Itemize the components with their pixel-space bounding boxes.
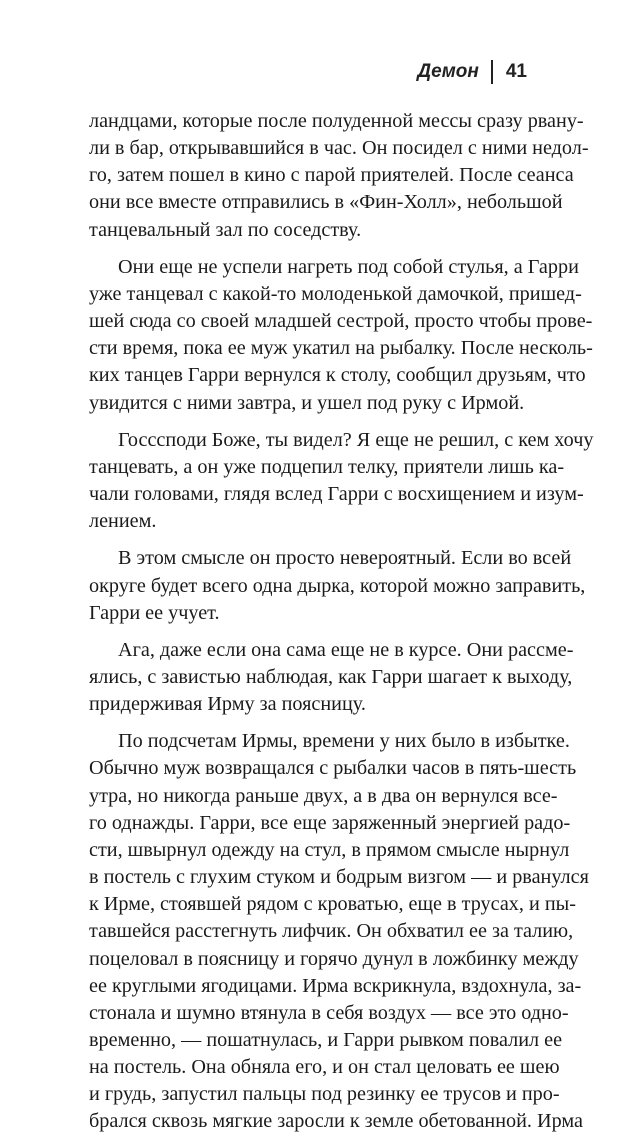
running-header <box>417 60 527 84</box>
text-line: округе будет всего одна дырка, которой можно заправить, <box>89 574 586 597</box>
paragraph <box>89 728 589 1135</box>
text-line: го однажды. Гарри, все еще заряженный энергией радо- <box>89 811 571 834</box>
text-line: танцевать, а он уже подцепил телку, приятели лишь ка- <box>89 455 565 478</box>
text-line: увидится с ними завтра, и ушел под руку с Ирмой. <box>89 391 525 414</box>
text-line: поцеловал в поясницу и горячо дунул в ложбинку между <box>89 947 579 970</box>
text-line: к Ирме, стоявшей рядом с кроватью, еще в трусах, и пы- <box>89 893 576 916</box>
text-line: брался сквозь мягкие заросли к земле обетованной. Ирма <box>89 1110 583 1133</box>
text-line: сти, швырнул одежду на стул, в прямом смысле нырнул <box>89 838 570 861</box>
text-line: го, затем пошел в кино с парой приятелей. После сеанса <box>89 164 574 187</box>
text-line: Госссподи Боже, ты видел? Я еще не решил, с кем хочу <box>118 428 594 451</box>
page-number: 41 <box>505 61 527 82</box>
text-line: Они еще не успели нагреть под собой стулья, а Гарри <box>118 255 579 278</box>
text-line: ее круглыми ягодицами. Ирма вскрикнула, вздохнула, за- <box>89 974 582 997</box>
text-line: утра, но никогда раньше двух, а в два он вернулся все- <box>89 784 558 807</box>
text-line: они все вместе отправились в «Фин-Холл», небольшой <box>89 191 563 214</box>
header-separator <box>491 60 493 84</box>
text-line: и грудь, запустил пальцы под резинку ее трусов и про- <box>89 1083 560 1106</box>
text-line: ких танцев Гарри вернулся к столу, сообщил друзьям, что <box>89 364 586 387</box>
text-line: временно, — пошатнулась, и Гарри рывком повалил ее <box>89 1029 563 1051</box>
text-line: ландцами, которые после полуденной мессы сразу рвану- <box>89 110 584 132</box>
text-line: уже танцевал с какой-то молоденькой дамочкой, пришед- <box>89 282 582 305</box>
text-line: сти время, пока ее муж укатил на рыбалку. После несколь- <box>89 337 593 360</box>
text-line: шей сюда со своей младшей сестрой, просто чтобы прове- <box>89 310 593 333</box>
text-line: ялись, с завистью наблюдая, как Гарри шагает к выходу, <box>89 665 573 688</box>
text-line: В этом смысле он просто невероятный. Если во всей <box>118 547 572 570</box>
text-line: Ага, даже если она сама еще не в курсе. Они рассме- <box>118 638 574 661</box>
running-header-title: Демон <box>417 61 479 82</box>
text-line: тавшейся расстегнуть лифчик. Он обхватил ее за талию, <box>89 920 574 943</box>
text-line: чали головами, глядя вслед Гарри с восхищением и изум- <box>89 483 584 506</box>
paragraph <box>89 637 574 718</box>
paragraph <box>89 545 586 626</box>
text-line: в постель с глухим стуком и бодрым визгом — и рванулся <box>89 866 589 889</box>
text-line: придерживая Ирму за поясницу. <box>89 693 366 716</box>
text-line: ли в бар, открывавшийся в час. Он посидел с ними недол- <box>89 137 589 160</box>
paragraph <box>89 427 594 536</box>
text-line: лением. <box>89 510 157 533</box>
text-line: По подсчетам Ирмы, времени у них было в избытке. <box>118 730 570 753</box>
paragraph <box>89 108 589 244</box>
text-line: танцевальный зал по соседству. <box>89 218 362 241</box>
text-line: на постель. Она обняла его, и он стал целовать ее шею <box>89 1056 560 1079</box>
body-text <box>89 108 594 1146</box>
text-line: стонала и шумно втянула в себя воздух — все это одно- <box>89 1001 569 1024</box>
text-line: Гарри ее учует. <box>89 601 220 624</box>
paragraph <box>89 254 593 417</box>
text-line: Обычно муж возвращался с рыбалки часов в пять-шесть <box>89 757 577 780</box>
